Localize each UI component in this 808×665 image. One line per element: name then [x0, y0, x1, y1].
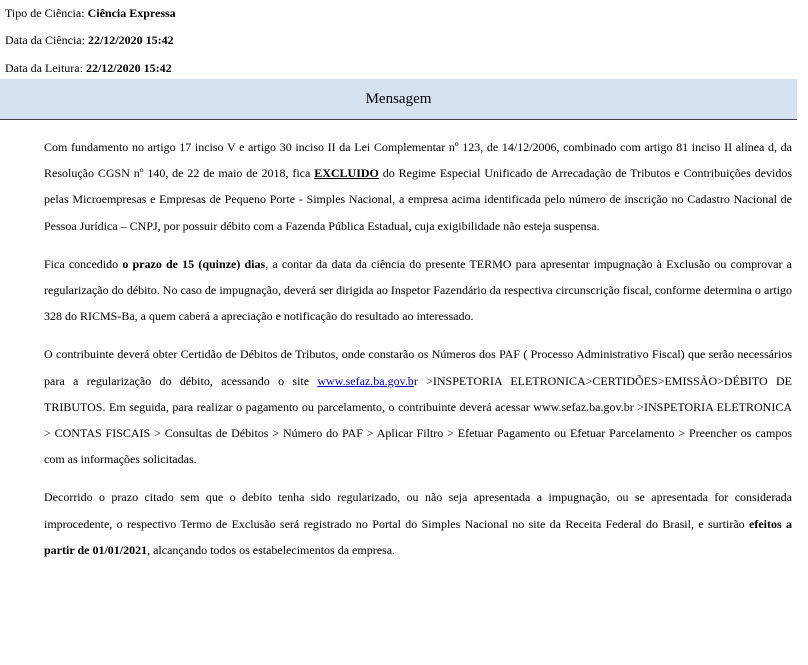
sefaz-link[interactable]: www.sefaz.ba.gov.b: [317, 373, 414, 388]
p4-text-a: Decorrido o prazo citado sem que o debito tenha sido regularizado, ou não seja apresentada a impugnação, ou se apresentada for considerada improcedente, o respectivo Termo de Exclusão será registrado no Portal do Simples Nacional no site da Receita Federal do Brasil, e surtirão: [44, 490, 792, 531]
data-leitura-value: 22/12/2020 15:42: [85, 61, 172, 75]
p3-text-a: O contribuinte deverá obter Certidão de Débitos de Tributos, onde constarão os Números dos PAF ( Processo Administrativo Fiscal) que serão necessários para a regularização do débito, acessando o site: [44, 347, 792, 388]
paragraph-2: [44, 251, 792, 330]
p4-text-c: , alcançando todos os estabelecimentos da empresa.: [147, 542, 396, 557]
p1-text-c: do Regime Especial Unificado de Arrecadação de Tributos e Contribuições devidos pelas Microempresas e Empresas de Pequeno Porte - Simples Nacional, a empresa acima identificada pelo número de inscrição no Cadastro Nacional de Pessoa Jurídica – CNPJ, por possuir débito com a Fazenda Pública Estadual, cuja exigibilidade não esteja suspensa.: [44, 166, 792, 233]
tipo-ciencia-value: Ciência Expressa: [87, 6, 176, 20]
data-ciencia-value: 22/12/2020 15:42: [87, 33, 174, 47]
data-ciencia-label: Data da Ciência:: [5, 33, 85, 47]
p1-text-a: Com fundamento no artigo 17 inciso V e artigo 30 inciso II da Lei Complementar nº 123, de 14/12/2006, combinado com artigo 81 inciso II alínea d, da Resolução CGSN nº 140, de 22 de maio de 2018, fica: [44, 140, 792, 181]
data-ciencia-row: [5, 32, 174, 48]
efeitos-emphasis: efeitos a partir de 01/01/2021: [44, 516, 792, 557]
excluido-emphasis: EXCLUIDO: [314, 166, 379, 181]
paragraph-1: [44, 134, 792, 239]
p3-text-b: r >INSPETORIA ELETRONICA>CERTIDÕES>EMISSÃO>DÉBITO DE TRIBUTOS. Em seguida, para realizar o pagamento ou parcelamento, o contribuinte deverá acessar www.sefaz.ba.gov.br >INSPETORIA ELETRONICA > CONTAS FISCAIS > Consultas de Débitos > Número do PAF > Aplicar Filtro > Efetuar Pagamento ou Efetuar Parcelamento > Preencher os campos com as informações solicitadas.: [44, 373, 792, 467]
prazo-emphasis: o prazo de 15 (quinze) dias: [122, 256, 266, 271]
tipo-ciencia-row: [5, 5, 176, 21]
paragraph-4: [44, 484, 792, 563]
data-leitura-row: [5, 60, 172, 76]
p2-text-c: , a contar da data da ciência do presente TERMO para apresentar impugnação à Exclusão ou comprovar a regularização do débito. No caso de impugnação, deverá ser dirigida ao Inspetor Fazendário da respectiva circunscrição fiscal, conforme determina o artigo 328 do RICMS-Ba, a quem caberá a apreciação e notificação do resultado ao interessado.: [44, 256, 792, 324]
tipo-ciencia-label: Tipo de Ciência:: [5, 6, 85, 20]
banner-title: Mensagem: [365, 91, 432, 107]
data-leitura-label: Data da Leitura:: [5, 61, 83, 75]
paragraph-3: [44, 341, 792, 472]
message-body: [44, 134, 792, 575]
message-banner: [0, 79, 797, 120]
p2-text-a: Fica concedido: [44, 256, 123, 271]
